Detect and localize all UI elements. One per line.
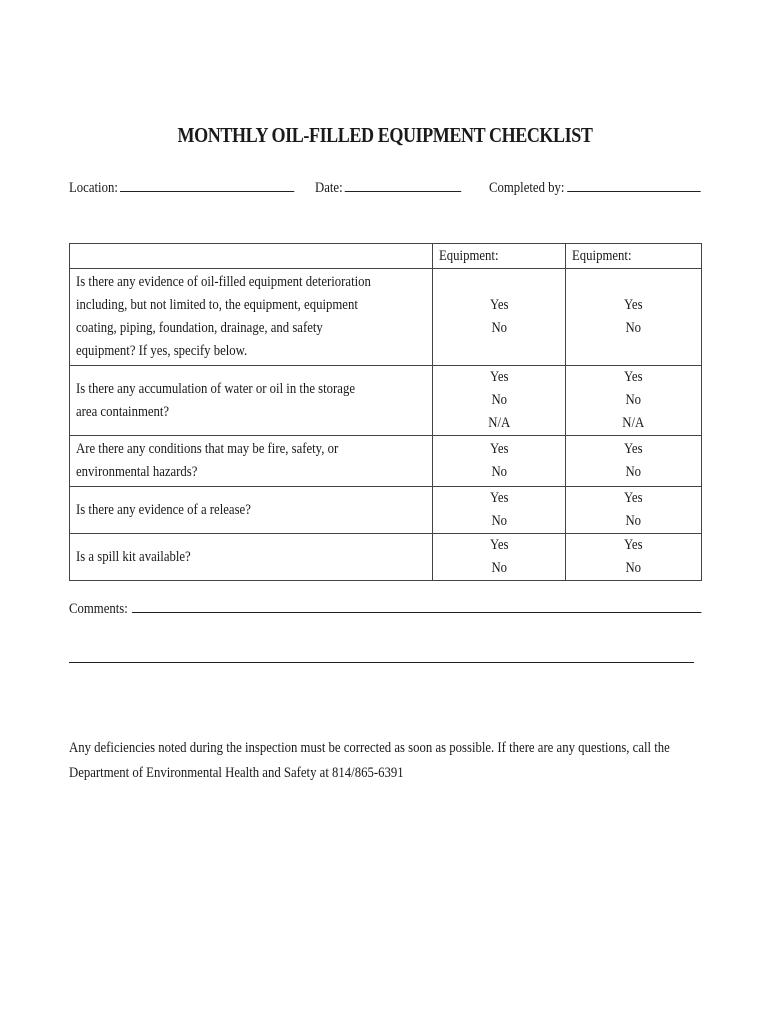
option-no[interactable]: No xyxy=(625,513,642,529)
answer-options-equipment-2[interactable] xyxy=(566,366,702,436)
option-yes[interactable]: Yes xyxy=(489,490,509,506)
page-title: MONTHLY OIL-FILLED EQUIPMENT CHECKLIST xyxy=(177,123,593,147)
option-na[interactable]: N/A xyxy=(488,415,511,431)
completed-by-field xyxy=(489,177,700,197)
question-cell: Is there any evidence of oil-filled equipment deterioration including, but not limited to, the equipment, equipment coating, piping, foundation, drainage, and safety equipment? If yes, specify below. xyxy=(70,269,433,366)
comments-label: Comments: xyxy=(69,601,128,617)
option-no[interactable]: No xyxy=(625,560,642,576)
date-field xyxy=(315,177,462,197)
option-no[interactable]: No xyxy=(491,560,508,576)
completed-by-input-line[interactable] xyxy=(567,177,700,192)
option-yes[interactable]: Yes xyxy=(624,297,644,313)
option-yes[interactable]: Yes xyxy=(624,441,644,457)
option-no[interactable]: No xyxy=(625,464,642,480)
question-cell: Is a spill kit available? xyxy=(70,534,433,581)
checklist-table xyxy=(69,243,702,581)
option-no[interactable]: No xyxy=(491,392,508,408)
answer-options-equipment-2[interactable] xyxy=(566,269,702,366)
question-cell: Are there any conditions that may be fire, safety, or environmental hazards? xyxy=(70,436,433,487)
option-yes[interactable]: Yes xyxy=(624,537,644,553)
date-input-line[interactable] xyxy=(345,177,461,192)
option-yes[interactable]: Yes xyxy=(624,490,644,506)
answer-options-equipment-1[interactable] xyxy=(433,534,566,581)
option-no[interactable]: No xyxy=(491,513,508,529)
option-no[interactable]: No xyxy=(491,464,508,480)
option-no[interactable]: No xyxy=(491,320,508,336)
header-cell-equipment-1: Equipment: xyxy=(433,244,566,269)
option-yes[interactable]: Yes xyxy=(489,297,509,313)
table-row xyxy=(70,436,702,487)
answer-options-equipment-1[interactable] xyxy=(433,436,566,487)
answer-options-equipment-1[interactable] xyxy=(433,269,566,366)
header-cell-question xyxy=(70,244,433,269)
header-cell-equipment-2: Equipment: xyxy=(566,244,702,269)
comments-input-line[interactable] xyxy=(132,598,702,613)
question-cell: Is there any accumulation of water or oil in the storage area containment? xyxy=(70,366,433,436)
question-cell: Is there any evidence of a release? xyxy=(70,487,433,534)
answer-options-equipment-1[interactable] xyxy=(433,366,566,436)
option-yes[interactable]: Yes xyxy=(624,369,644,385)
date-label: Date: xyxy=(315,180,343,196)
answer-options-equipment-2[interactable] xyxy=(566,534,702,581)
completed-by-label: Completed by: xyxy=(489,180,565,196)
location-field xyxy=(69,177,295,197)
table-row xyxy=(70,487,702,534)
option-yes[interactable]: Yes xyxy=(489,537,509,553)
footer-note: Any deficiencies noted during the inspection must be corrected as soon as possible. If there are any questions, call the Department of Environmental Health and Safety at 814/865-6391 xyxy=(69,740,670,781)
option-no[interactable]: No xyxy=(625,320,642,336)
comments-input-line-2[interactable] xyxy=(69,662,694,663)
option-no[interactable]: No xyxy=(625,392,642,408)
comments-field xyxy=(69,598,702,618)
table-row xyxy=(70,269,702,366)
answer-options-equipment-2[interactable] xyxy=(566,436,702,487)
table-row xyxy=(70,534,702,581)
option-na[interactable]: N/A xyxy=(622,415,645,431)
answer-options-equipment-1[interactable] xyxy=(433,487,566,534)
location-input-line[interactable] xyxy=(120,177,294,192)
location-label: Location: xyxy=(69,180,118,196)
answer-options-equipment-2[interactable] xyxy=(566,487,702,534)
option-yes[interactable]: Yes xyxy=(489,441,509,457)
option-yes[interactable]: Yes xyxy=(489,369,509,385)
table-row xyxy=(70,366,702,436)
table-header-row xyxy=(70,244,702,269)
